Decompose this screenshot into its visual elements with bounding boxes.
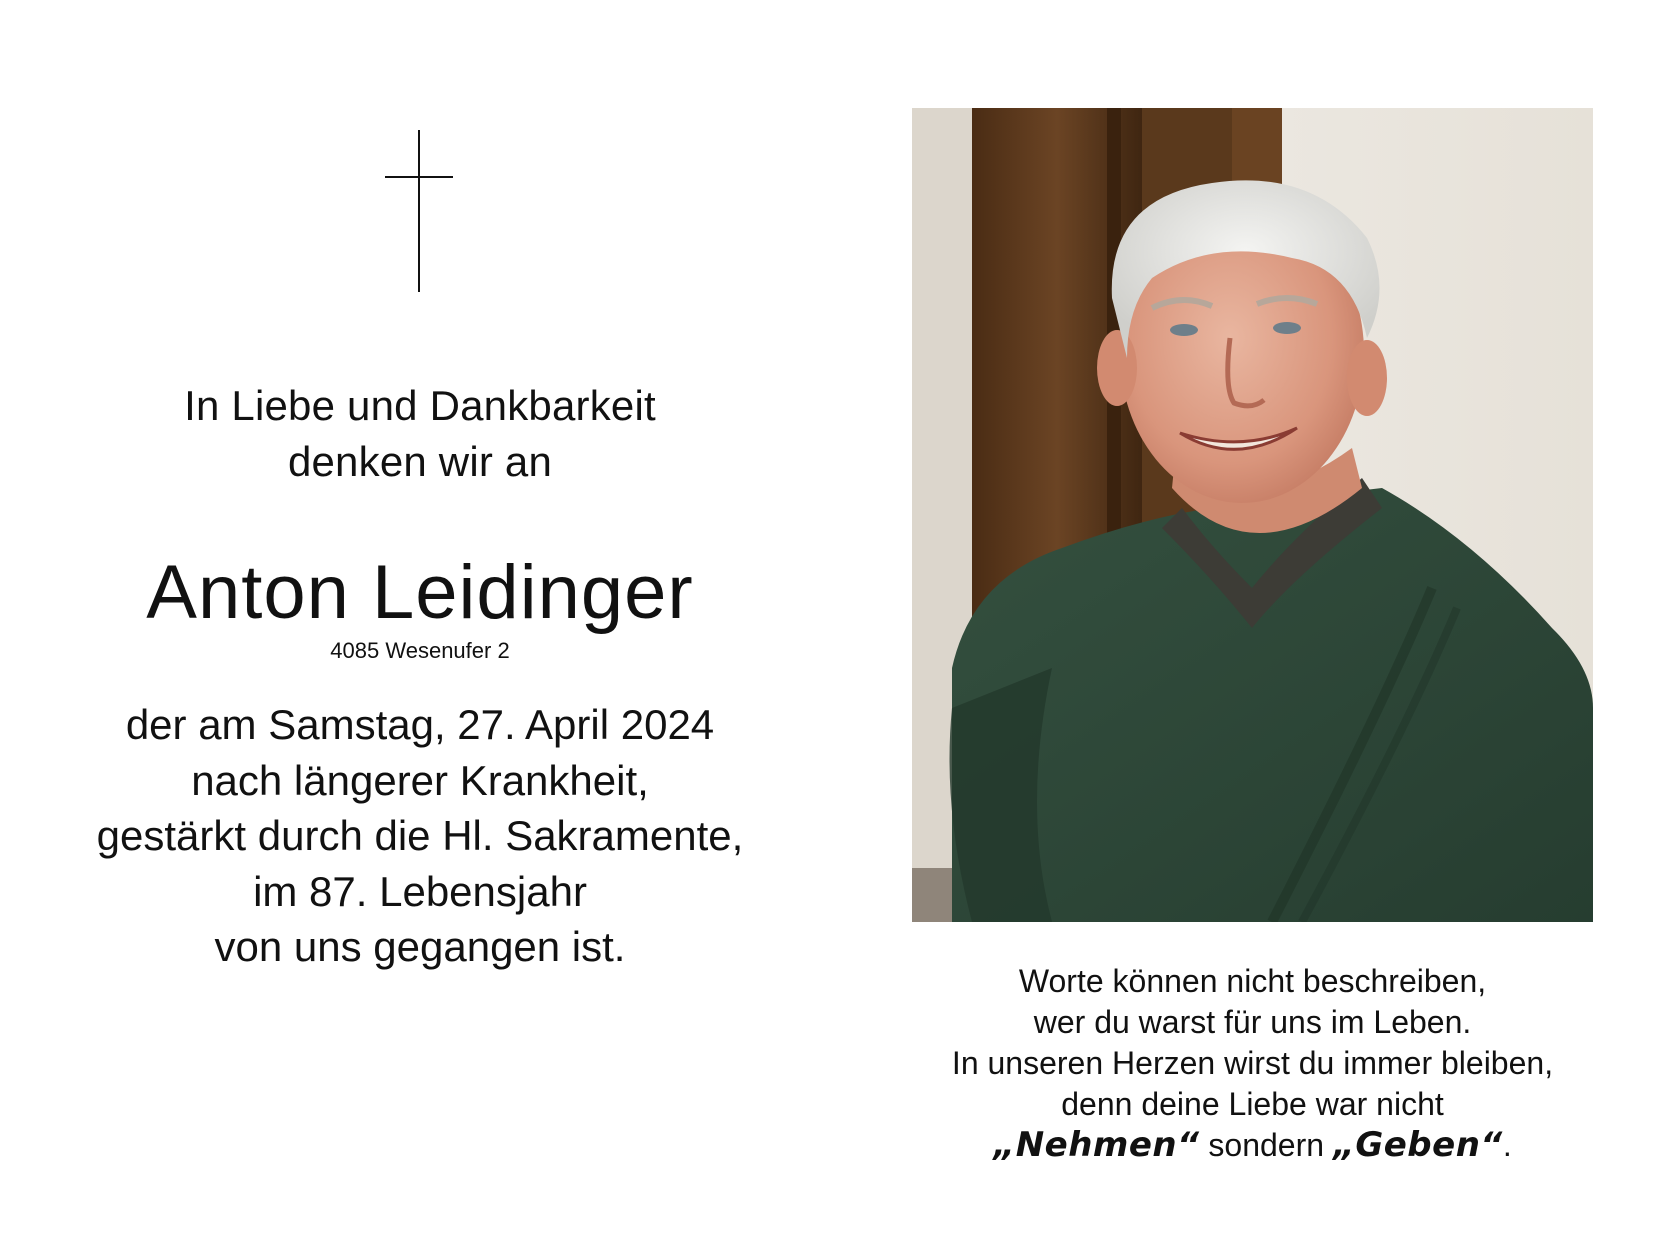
intro-line-1: In Liebe und Dankbarkeit — [184, 382, 656, 429]
poem-line-2: wer du warst für uns im Leben. — [1033, 1004, 1472, 1040]
intro-line-2: denken wir an — [287, 438, 553, 485]
poem-line-5 — [880, 1125, 1625, 1166]
deceased-name: Anton Leidinger — [146, 550, 694, 635]
text-line-passed: von uns gegangen ist. — [214, 923, 626, 970]
poem-end-punctuation: . — [1502, 1127, 1512, 1163]
text-line-date: der am Samstag, 27. April 2024 — [125, 701, 715, 748]
poem-emphasis-nehmen: „Nehmen“ — [993, 1125, 1200, 1165]
address: 4085 Wesenufer 2 — [330, 638, 510, 663]
text-line-age: im 87. Lebensjahr — [253, 868, 587, 915]
poem-emphasis-geben: „Geben“ — [1332, 1125, 1503, 1165]
poem-line-3: In unseren Herzen wirst du immer bleiben, — [951, 1045, 1554, 1081]
poem-line-4: denn deine Liebe war nicht — [1061, 1086, 1444, 1122]
poem-line-1: Worte können nicht beschreiben, — [1018, 963, 1487, 999]
text-line-illness: nach längerer Krankheit, — [191, 757, 649, 804]
portrait-photo — [912, 108, 1593, 922]
cross-icon — [385, 130, 453, 292]
text-line-sacraments: gestärkt durch die Hl. Sakramente, — [96, 812, 744, 859]
poem-middle-text: sondern — [1199, 1127, 1333, 1163]
